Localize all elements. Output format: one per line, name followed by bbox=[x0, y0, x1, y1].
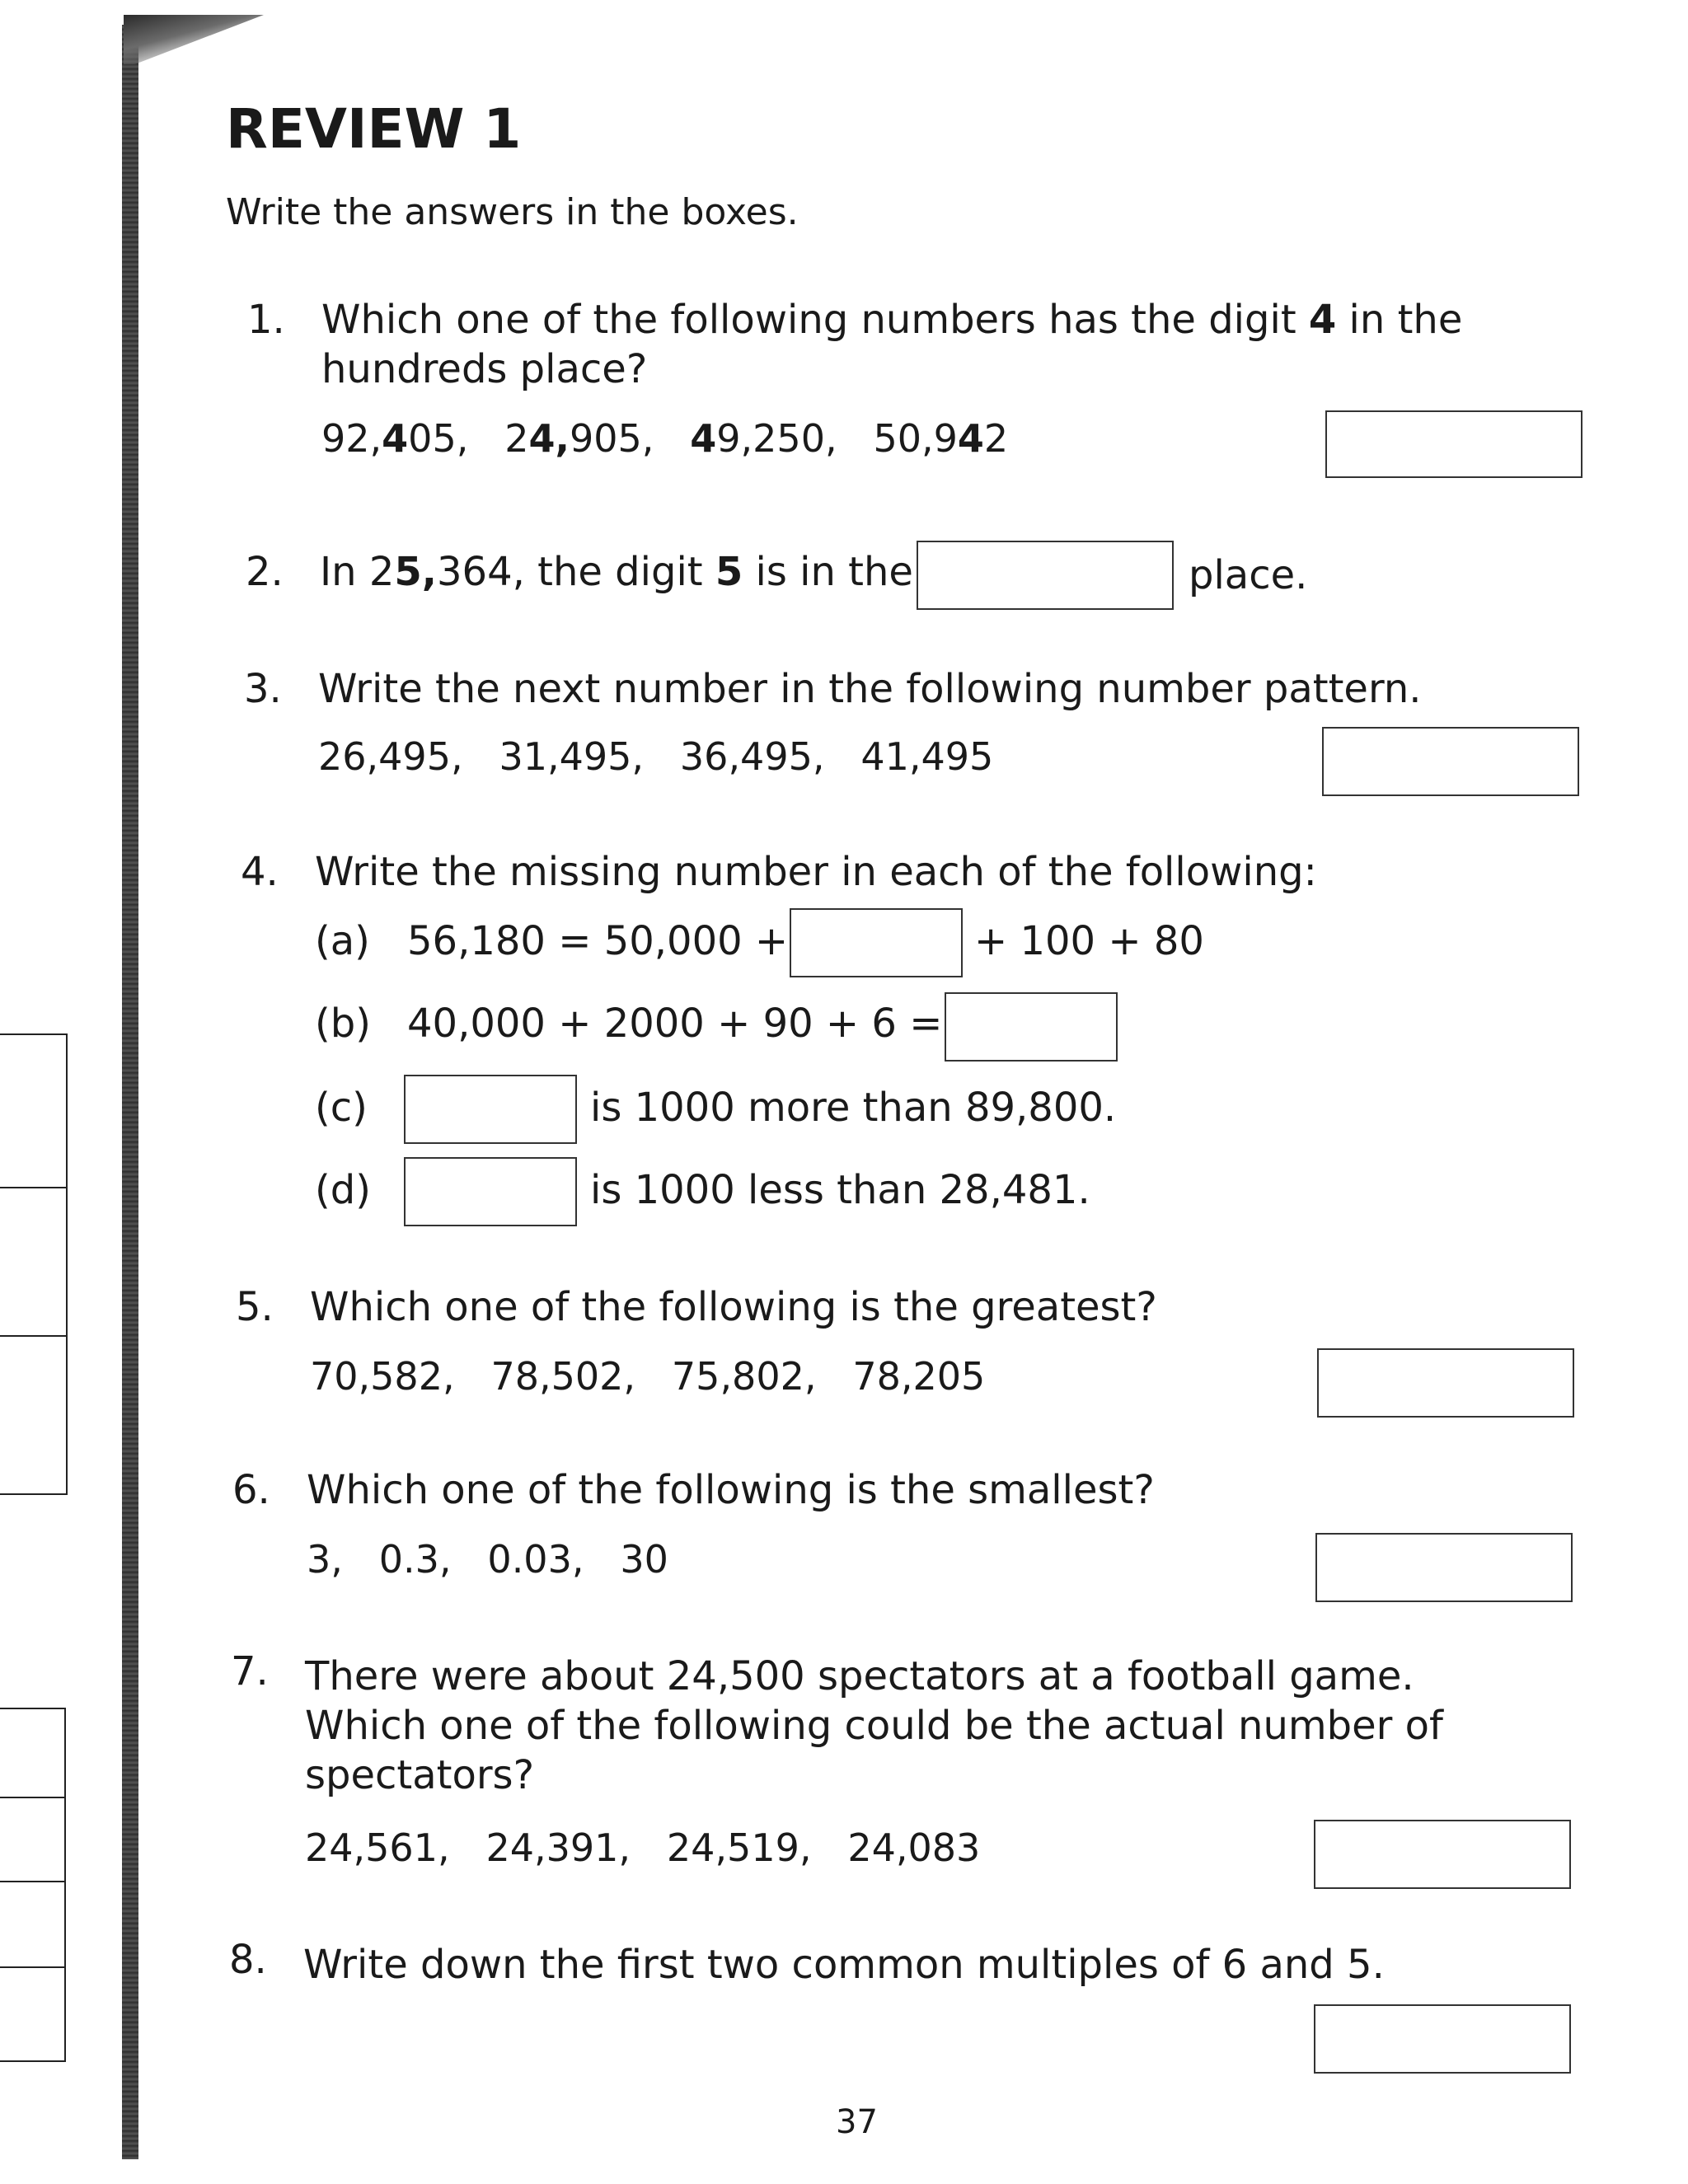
page-number: 37 bbox=[836, 2103, 878, 2141]
page-title: REVIEW 1 bbox=[226, 97, 522, 161]
answer-options bbox=[321, 414, 1008, 463]
question-text: Which one of the following is the greatest? bbox=[310, 1284, 1157, 1330]
question-number: 3. bbox=[244, 666, 282, 712]
option: 92,405, bbox=[321, 416, 469, 461]
answer-box-4b[interactable] bbox=[945, 992, 1118, 1062]
question-number: 4. bbox=[241, 849, 279, 895]
option: 78,205 bbox=[852, 1354, 986, 1399]
margin-line bbox=[0, 2060, 66, 2062]
option: 24,083 bbox=[847, 1825, 981, 1870]
option: 41,495 bbox=[860, 734, 994, 779]
answer-box-5[interactable] bbox=[1317, 1348, 1574, 1418]
option: 26,495, bbox=[318, 734, 463, 779]
question-text-line1: There were about 24,500 spectators at a football game. bbox=[305, 1653, 1414, 1699]
question-text: Which one of the following is the smallest? bbox=[307, 1467, 1155, 1513]
question-number: 2. bbox=[246, 549, 284, 595]
option: 36,495, bbox=[679, 734, 825, 779]
margin-line bbox=[0, 1797, 66, 1798]
margin-line bbox=[0, 1187, 68, 1188]
question-number: 1. bbox=[247, 297, 285, 343]
question-number: 7. bbox=[231, 1648, 269, 1694]
option: 50,942 bbox=[873, 416, 1009, 461]
question-number: 5. bbox=[236, 1284, 274, 1330]
answer-box-7[interactable] bbox=[1314, 1820, 1571, 1889]
margin-line bbox=[0, 1493, 68, 1495]
option: 24,519, bbox=[666, 1825, 812, 1870]
answer-options bbox=[305, 1823, 980, 1872]
margin-line bbox=[0, 1033, 68, 1035]
option: 30 bbox=[620, 1537, 668, 1582]
option: 49,250, bbox=[690, 416, 837, 461]
bold-digit: 5, bbox=[394, 549, 438, 595]
question-text: Write the missing number in each of the following: bbox=[315, 849, 1317, 895]
text-part: is in the bbox=[743, 549, 913, 595]
option: 24,905, bbox=[504, 416, 654, 461]
part-label-a: (a) bbox=[315, 918, 370, 964]
bold-digit: 4 bbox=[1308, 297, 1337, 343]
question-text: Write the next number in the following number pattern. bbox=[318, 666, 1422, 712]
option: 75,802, bbox=[671, 1354, 817, 1399]
bold-digit: 5 bbox=[715, 549, 743, 595]
book-spine bbox=[122, 25, 138, 2159]
part-d-right: is 1000 less than 28,481. bbox=[590, 1167, 1090, 1213]
question-text: Write down the first two common multiples of 6 and 5. bbox=[303, 1942, 1385, 1988]
question-text-suffix: place. bbox=[1189, 552, 1308, 598]
answer-options bbox=[307, 1535, 668, 1584]
text-part: in the bbox=[1336, 297, 1463, 343]
option: 70,582, bbox=[310, 1354, 455, 1399]
option: 31,495, bbox=[499, 734, 645, 779]
answer-options bbox=[310, 1352, 985, 1401]
answer-box-1[interactable] bbox=[1325, 410, 1582, 478]
part-a-left: 56,180 = 50,000 + bbox=[407, 918, 789, 964]
answer-box-2[interactable] bbox=[917, 541, 1174, 610]
part-c-right: is 1000 more than 89,800. bbox=[590, 1085, 1117, 1131]
part-a-right: + 100 + 80 bbox=[974, 918, 1204, 964]
answer-box-4d[interactable] bbox=[404, 1157, 577, 1226]
book-spine-shadow bbox=[124, 15, 264, 64]
question-text bbox=[321, 295, 1462, 344]
answer-box-4a[interactable] bbox=[790, 908, 963, 977]
margin-line bbox=[66, 1033, 68, 1495]
part-label-c: (c) bbox=[315, 1085, 368, 1131]
text-part: Which one of the following numbers has the digit bbox=[321, 297, 1309, 343]
answer-box-8[interactable] bbox=[1314, 2004, 1571, 2074]
text-part: In 2 bbox=[320, 549, 395, 595]
answer-options bbox=[318, 732, 993, 781]
margin-line bbox=[0, 1881, 66, 1882]
margin-line bbox=[0, 1708, 66, 1709]
option: 24,391, bbox=[485, 1825, 631, 1870]
answer-box-4c[interactable] bbox=[404, 1075, 577, 1144]
answer-box-6[interactable] bbox=[1315, 1533, 1573, 1602]
part-label-b: (b) bbox=[315, 1001, 371, 1047]
option: 24,561, bbox=[305, 1825, 450, 1870]
option: 0.3, bbox=[378, 1537, 452, 1582]
part-label-d: (d) bbox=[315, 1167, 371, 1213]
instruction-text: Write the answers in the boxes. bbox=[226, 191, 799, 233]
text-part: 364, the digit bbox=[437, 549, 715, 595]
question-text-line2: hundreds place? bbox=[321, 346, 648, 392]
part-b-left: 40,000 + 2000 + 90 + 6 = bbox=[407, 1001, 943, 1047]
question-text bbox=[320, 547, 913, 597]
question-text-line3: spectators? bbox=[305, 1752, 535, 1798]
margin-line bbox=[0, 1335, 68, 1337]
option: 78,502, bbox=[490, 1354, 636, 1399]
margin-line bbox=[64, 1708, 66, 2062]
margin-line bbox=[0, 1966, 66, 1968]
option: 0.03, bbox=[487, 1537, 584, 1582]
option: 3, bbox=[307, 1537, 343, 1582]
question-number: 6. bbox=[232, 1467, 270, 1513]
question-text-line2: Which one of the following could be the actual number of bbox=[305, 1703, 1443, 1749]
question-number: 8. bbox=[229, 1937, 267, 1983]
answer-box-3[interactable] bbox=[1322, 727, 1579, 796]
